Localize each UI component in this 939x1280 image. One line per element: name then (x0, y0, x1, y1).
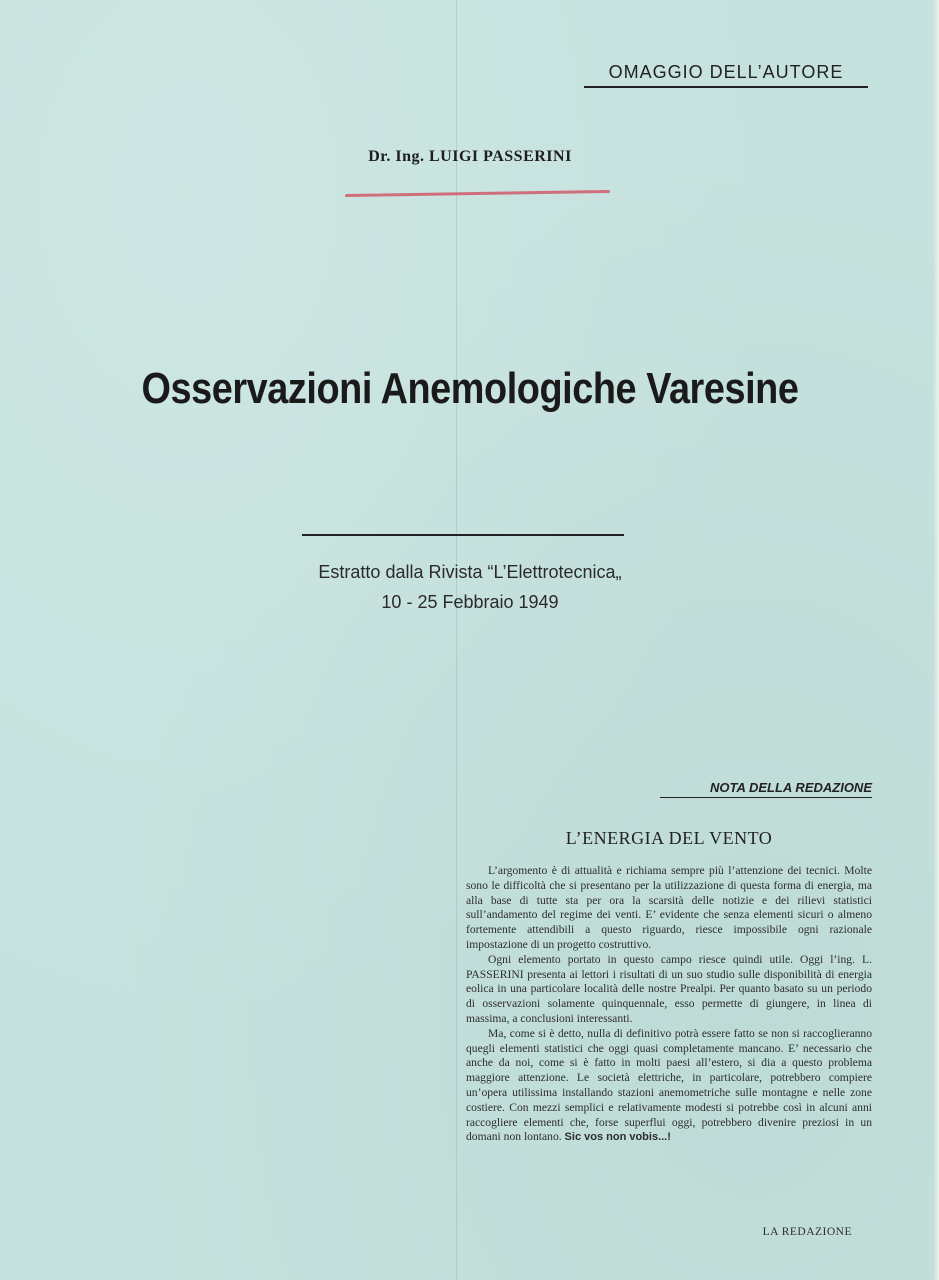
note-paragraph (466, 1027, 872, 1145)
extract-date: 10 - 25 Febbraio 1949 (381, 592, 559, 612)
extract-source: Estratto dalla Rivista “L’Elettrotecnica„ (318, 562, 622, 582)
note-body (466, 864, 872, 1145)
author-gift-stamp: OMAGGIO DELL’AUTORE (584, 62, 868, 88)
editorial-note-label: NOTA DELLA REDAZIONE (660, 780, 872, 798)
editorial-signature: LA REDAZIONE (762, 1226, 852, 1238)
page-edge (933, 0, 939, 1280)
document-title: Osservazioni Anemologiche Varesine (141, 364, 799, 413)
note-heading: L’ENERGIA DEL VENTO (565, 828, 773, 848)
title-divider (302, 534, 624, 536)
red-pencil-underline (345, 190, 610, 197)
note-paragraph: L’argomento è di attualità e richiama sempre più l’attenzione dei tecnici. Molte sono le difficoltà che si presentano per la utilizzazione di questa forma di energia, ma alla base di tutte sta per ora la scarsità delle notizie e dei rilievi statistici sull’andamento del regime dei venti. E’ evidente che senza elementi sicuri o almeno fortemente attendibili a questo riguardo, riesce impossibile ogni razionale impostazione di un progetto costruttivo. (466, 864, 872, 951)
note-paragraph: Ogni elemento portato in questo campo riesce quindi utile. Oggi l’ing. L. PASSERINI presenta ai lettori i risultati di un suo studio sulle disponibilità di energia eolica in una particolare località delle nostre Prealpi. Per quanto basato su un periodo di osservazioni solamente quinquennale, esso permette di giungere, in linea di massima, a conclusioni interessanti. (466, 952, 872, 1025)
note-paragraph-text: Ma, come si è detto, nulla di definitivo potrà essere fatto se non si raccoglieranno quegli elementi statistici che oggi quasi completamente mancano. E’ necessario che anche da noi, come si è fatto in molti paesi all’estero, si dia a questo problema maggiore attenzione. Le società elettriche, in particolare, potrebbero compiere un’opera utilissima installando stazioni anemometriche sulle montagne e nelle zone costiere. Con mezzi semplici e relativamente modesti si potrebbe così in alcuni anni raccogliere elementi che, forse superflui oggi, potrebbero divenire preziosi in un domani non lontano. (466, 1026, 872, 1144)
author-name: Dr. Ing. LUIGI PASSERINI (368, 148, 572, 165)
note-closing-phrase: Sic vos non vobis...! (564, 1131, 671, 1144)
